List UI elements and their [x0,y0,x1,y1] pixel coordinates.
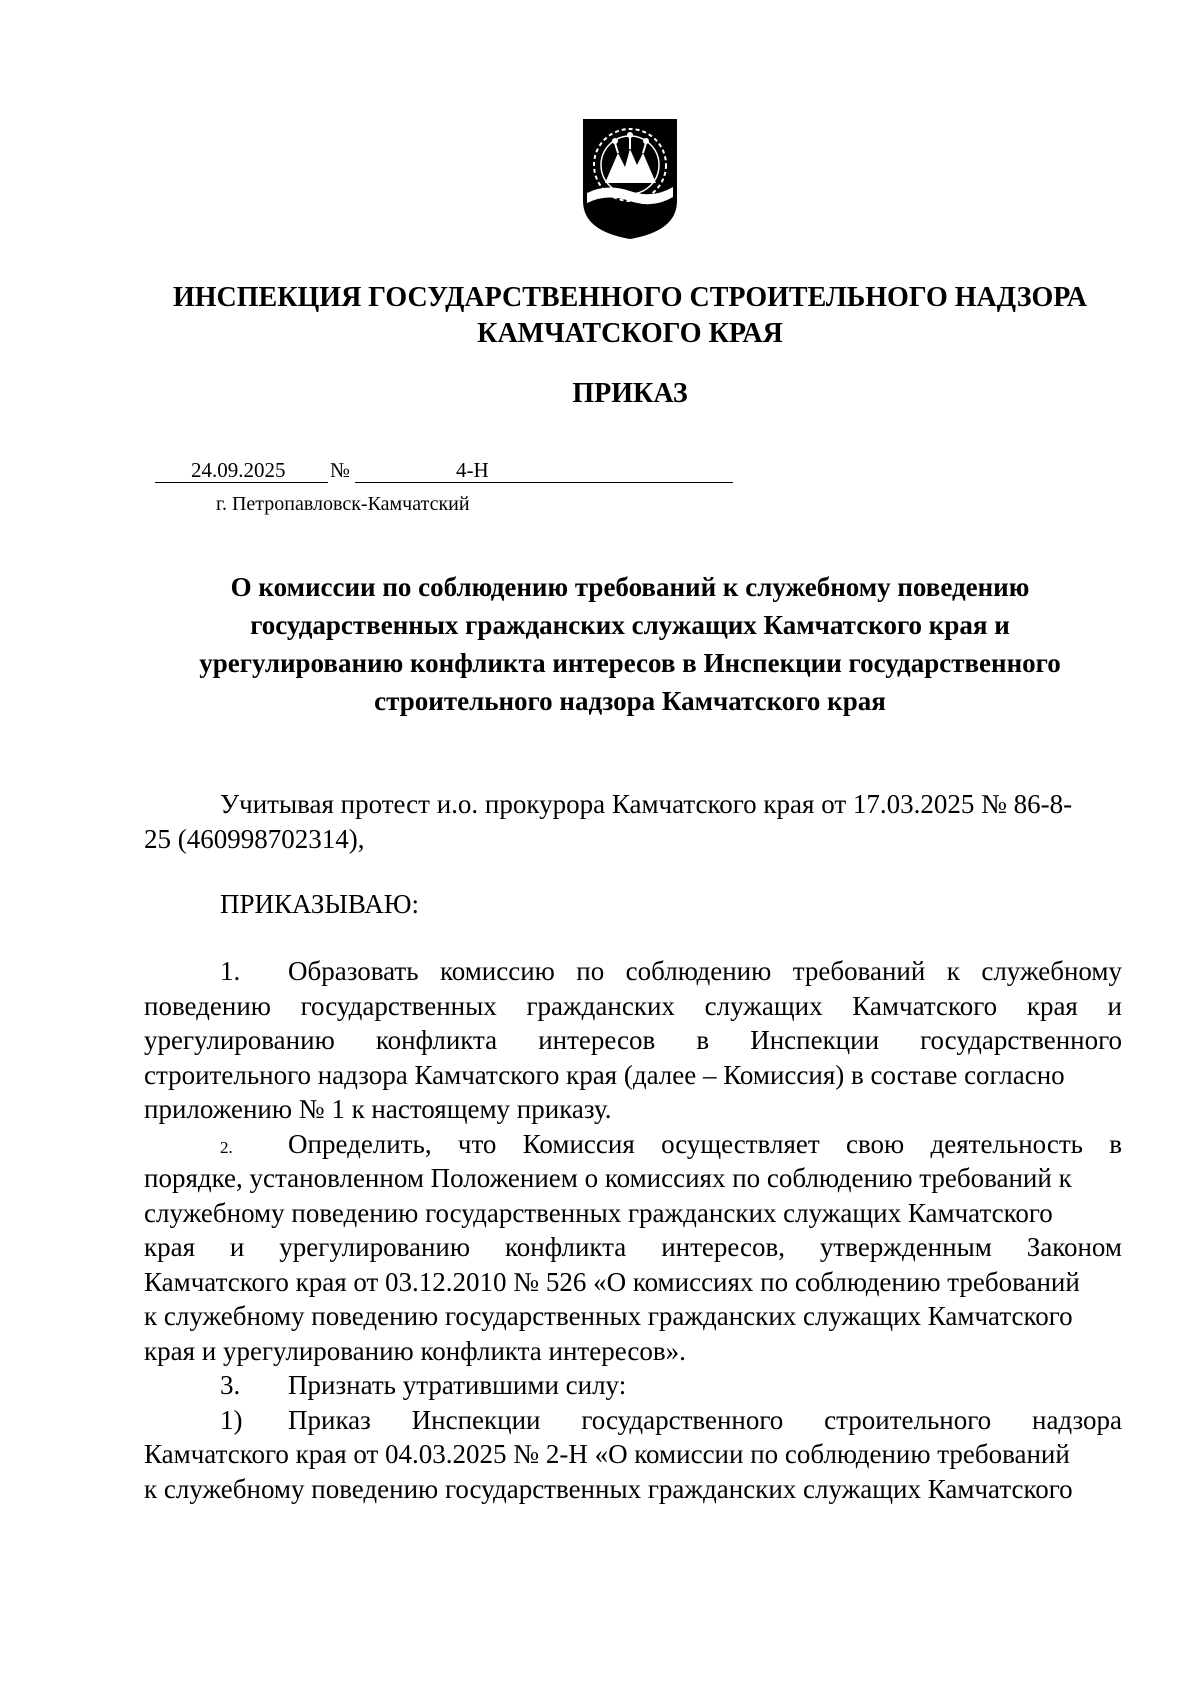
title-line-4: строительного надзора Камчатского края [374,686,886,716]
title-line-3: урегулированию конфликта интересов в Инспекции государственного [199,648,1061,678]
item-3-1-line-3: к служебному поведению государственных гражданских служащих Камчатского [144,1473,1073,1504]
item-3-1-line-1: 1) Приказ Инспекции государственного строительного надзора [144,1403,1122,1438]
item-3-line-1: 3. Признать утратившими силу: [144,1368,1122,1403]
document-number: 4-Н [456,458,489,482]
item-1-line-2: поведению государственных гражданских служащих Камчатского края и [144,990,1122,1021]
item-1-line-4: строительного надзора Камчатского края (далее – Комиссия) в составе согласно [144,1059,1065,1090]
preamble-line-2: 25 (460998702314), [144,823,365,854]
order-items [144,954,1122,1506]
preamble-line-1: Учитывая протест и.о. прокурора Камчатского края от 17.03.2025 № 86-8- [220,789,1073,819]
item-2-line-1: 2. Определить, что Комиссия осуществляет свою деятельность в [144,1127,1122,1162]
item-2-line-6: к служебному поведению государственных гражданских служащих Камчатского [144,1301,1073,1331]
number-underline [355,482,733,483]
item-2-line-4: края и урегулированию конфликта интересов, утвержденным Законом [144,1232,1122,1262]
item-3-1-line-2: Камчатского края от 04.03.2025 № 2-Н «О комиссии по соблюдению требований [144,1439,1070,1469]
coat-of-arms-icon [577,113,683,243]
order-word: ПРИКАЗЫВАЮ: [220,889,419,919]
item-2-line-5: Камчатского края от 03.12.2010 № 526 «О комиссиях по соблюдению требований [144,1266,1080,1297]
preamble [144,787,1122,856]
item-2-line-7: края и урегулированию конфликта интересов». [144,1335,686,1366]
document-title [120,568,1140,720]
item-3-number: 3. [220,1370,241,1400]
city: г. Петропавловск-Камчатский [216,493,470,515]
item-1-number: 1. [220,956,241,986]
number-sign: № [330,458,351,482]
item-3-1-number: 1) [220,1404,243,1435]
item-2-line-2: порядке, установленном Положением о комиссиях по соблюдению требований к [144,1163,1072,1193]
document-date: 24.09.2025 [191,458,286,482]
item-2-line-3: служебному поведению государственных гражданских служащих Камчатского [144,1197,1053,1228]
org-line-2: КАМЧАТСКОГО КРАЯ [477,318,783,349]
title-line-1: О комиссии по соблюдению требований к служебному поведению [230,572,1030,602]
title-line-2: государственных гражданских служащих Камчатского края и [250,610,1010,640]
order-word-block [144,887,1122,922]
item-2-number: 2. [220,1137,233,1157]
item-1-line-5: приложению № 1 к настоящему приказу. [144,1094,612,1124]
item-1-line-3: урегулированию конфликта интересов в Инспекции государственного [144,1025,1122,1055]
document-type: ПРИКАЗ [572,378,688,409]
item-1-line-1: 1. Образовать комиссию по соблюдению требований к служебному [144,954,1122,989]
organization-name [100,280,1160,352]
org-line-1: ИНСПЕКЦИЯ ГОСУДАРСТВЕННОГО СТРОИТЕЛЬНОГО НАДЗОРА [172,282,1087,313]
